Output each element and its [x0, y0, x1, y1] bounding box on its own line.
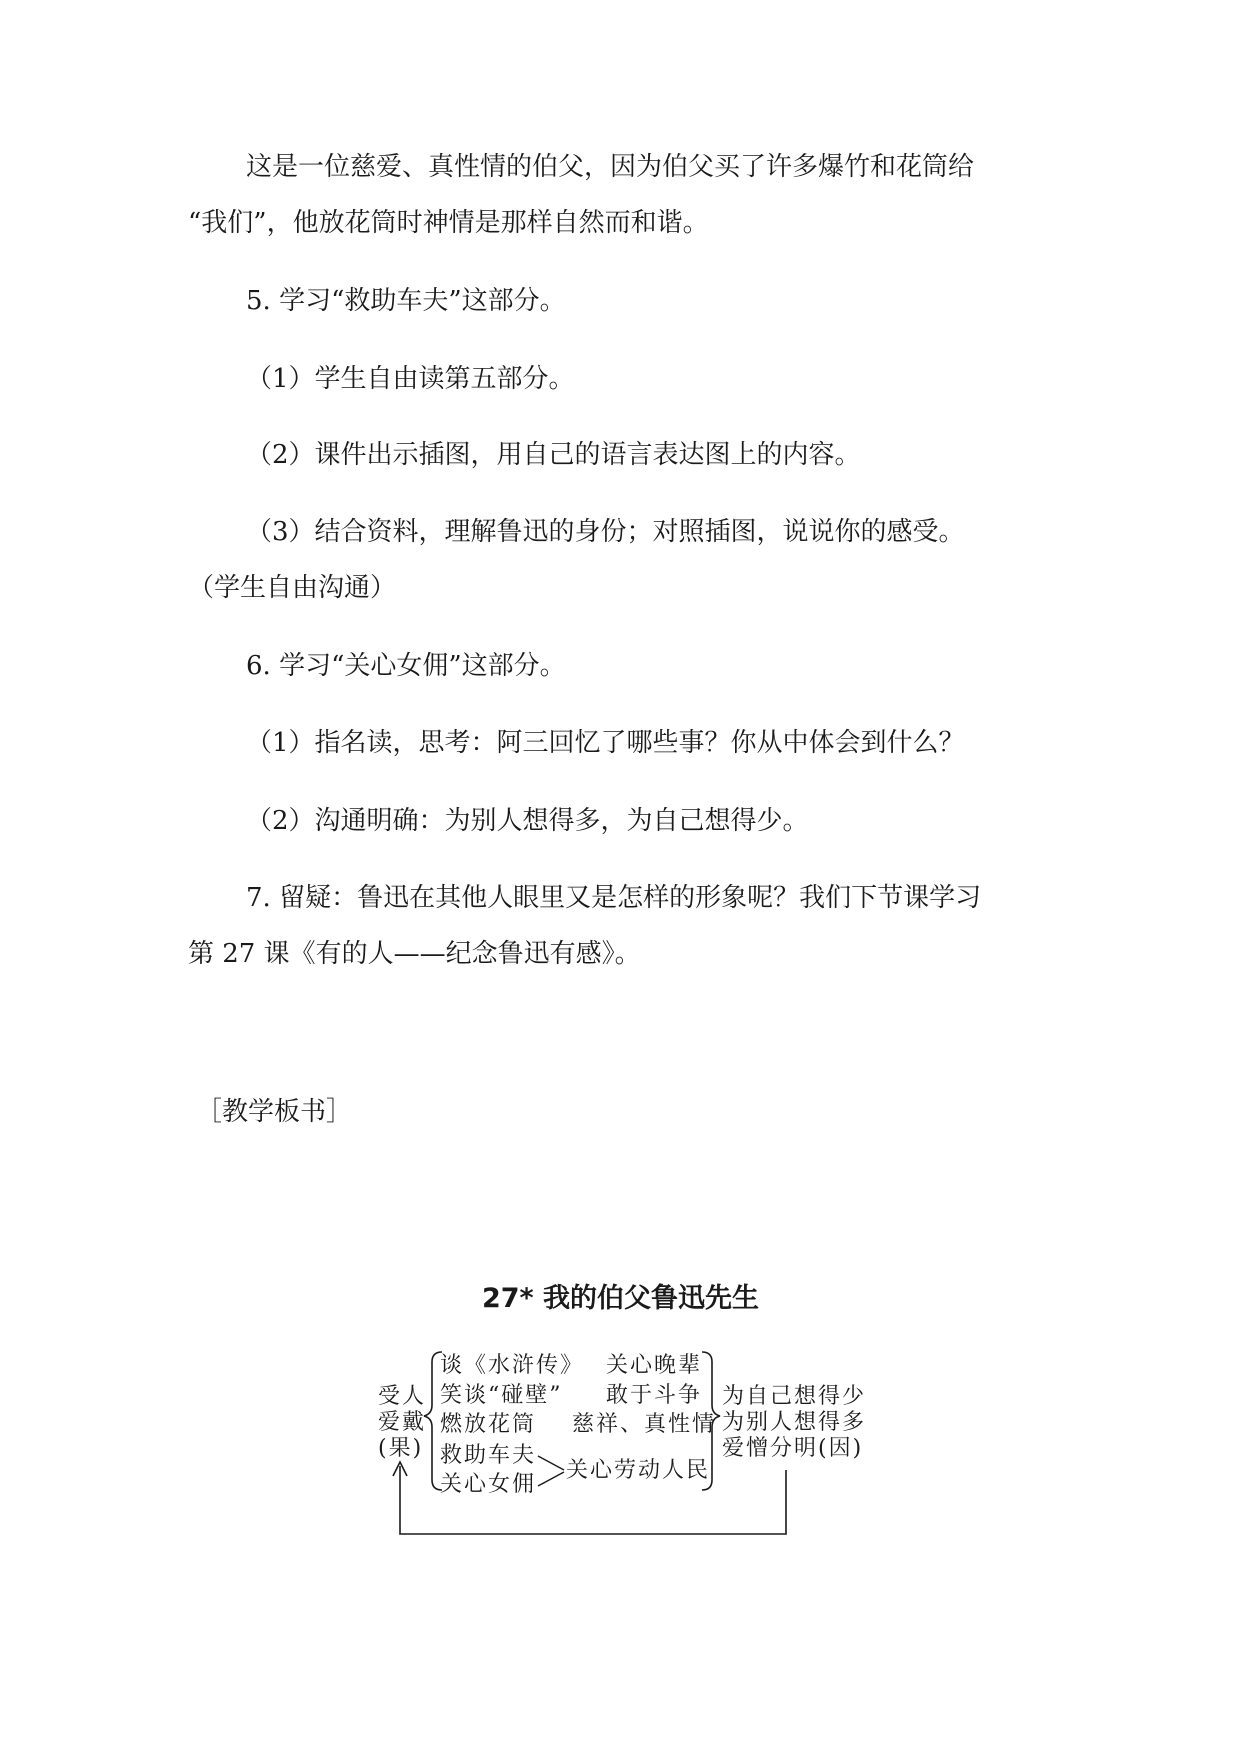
left-brace	[424, 1352, 442, 1490]
board-event-2: 笑谈“碰壁”	[440, 1383, 563, 1408]
board-event-3: 燃放花筒	[440, 1412, 537, 1437]
step-5-item-2: （2）课件出示插图，用自己的语言表达图上的内容。	[246, 440, 861, 470]
board-right-1: 为自己想得少	[722, 1384, 867, 1409]
paragraph-1-line-1: 这是一位慈爱、真性情的伯父，因为伯父买了许多爆竹和花筒给	[246, 152, 975, 182]
paragraph-1-line-2: “我们”，他放花筒时神情是那样自然而和谐。	[188, 208, 709, 238]
step-5-item-3-line-1: （3）结合资料，理解鲁迅的身份；对照插图，说说你的感受。	[246, 517, 965, 547]
step-5-item-3-line-2: （学生自由沟通）	[188, 573, 397, 603]
board-event-5: 关心女佣	[440, 1472, 537, 1497]
step-6-item-1: （1）指名读，思考：阿三回忆了哪些事？你从中体会到什么？	[246, 728, 965, 758]
board-title: 27* 我的伯父鲁迅先生	[481, 1283, 760, 1314]
board-right-3: 爱憎分明(因)	[722, 1436, 864, 1461]
step-5-heading: 5. 学习“救助车夫”这部分。	[246, 286, 566, 316]
step-6-heading: 6. 学习“关心女佣”这部分。	[246, 651, 566, 681]
right-brace	[702, 1352, 720, 1490]
board-right-2: 为别人想得多	[722, 1410, 867, 1435]
board-event-4: 救助车夫	[440, 1443, 537, 1468]
merge-line-bottom	[538, 1472, 564, 1486]
step-5-item-1: （1）学生自由读第五部分。	[246, 364, 575, 394]
step-7-line-1: 7. 留疑：鲁迅在其他人眼里又是怎样的形象呢？我们下节课学习	[246, 883, 982, 913]
section-heading: ［教学板书］	[196, 1097, 353, 1127]
board-left-1: 受人	[378, 1384, 427, 1409]
board-quality-2: 敢于斗争	[606, 1383, 703, 1408]
step-6-item-2: （2）沟通明确：为别人想得多，为自己想得少。	[246, 806, 809, 836]
board-left-2: 爱戴	[378, 1410, 427, 1435]
board-left-3: (果)	[378, 1436, 424, 1461]
step-7-line-2: 第 27 课《有的人——纪念鲁迅有感》。	[188, 939, 641, 969]
board-quality-4: 关心劳动人民	[566, 1458, 711, 1483]
board-quality-3: 慈祥、真性情	[572, 1412, 717, 1437]
board-quality-1: 关心晚辈	[606, 1353, 703, 1378]
merge-line-top	[538, 1456, 564, 1470]
cause-effect-loop	[400, 1466, 786, 1534]
board-event-1: 谈《水浒传》	[440, 1353, 585, 1378]
